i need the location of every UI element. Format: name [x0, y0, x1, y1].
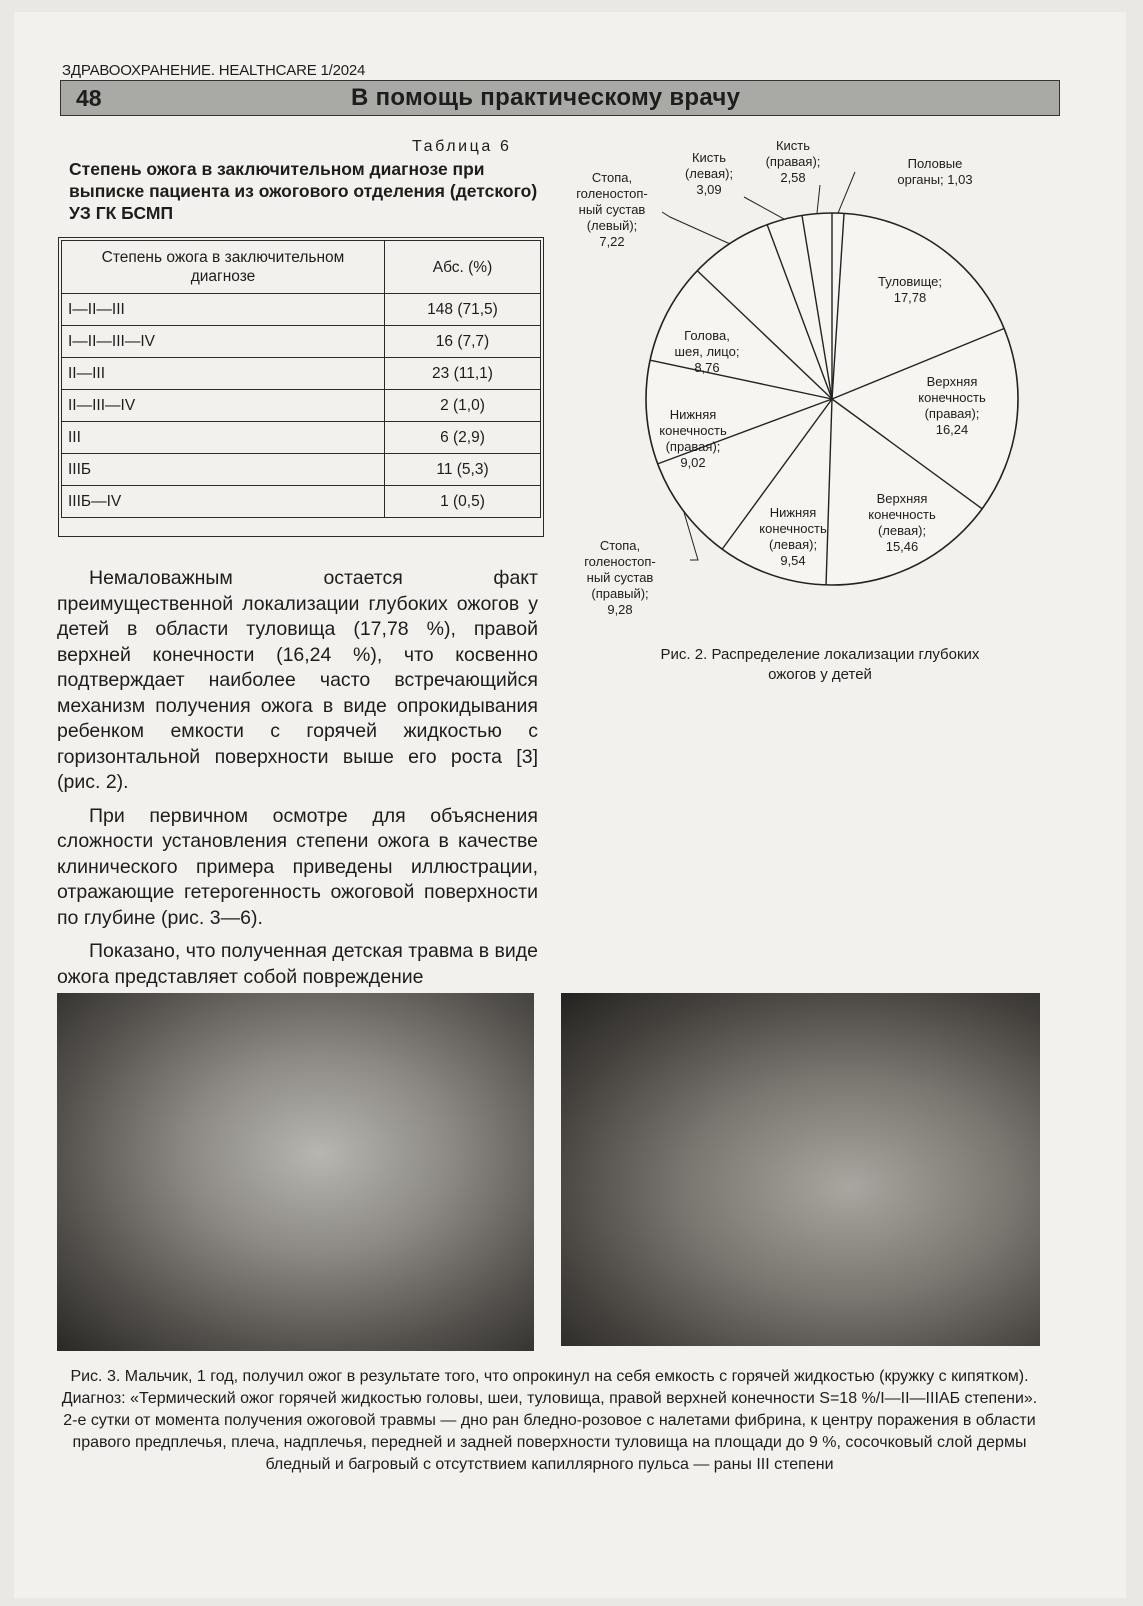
column-header-value: Абс. (%) — [385, 241, 541, 294]
pie-slice-label — [892, 374, 1012, 438]
pie-label-line: (левая); — [768, 537, 818, 552]
value-cell: 16 (7,7) — [385, 326, 541, 358]
degree-cell: I—II—III — [62, 294, 385, 326]
table-row — [62, 390, 541, 422]
pie-label-line: 9,02 — [680, 455, 706, 470]
pie-label-line: (левый); — [586, 218, 638, 233]
table-header-row — [62, 241, 541, 294]
pie-label-line: (правая); — [765, 154, 821, 169]
page-number: 48 — [76, 85, 102, 111]
clinical-photo-right — [561, 993, 1040, 1346]
table-caption: Таблица 6 — [412, 138, 512, 155]
pie-slice-label — [633, 407, 753, 471]
degree-cell: II—III — [62, 358, 385, 390]
pie-label-line: 9,28 — [607, 602, 633, 617]
pie-label-line: Туловище; — [878, 274, 942, 289]
pie-label-line: Верхняя — [926, 374, 978, 389]
pie-label-line: конечность — [868, 507, 936, 522]
column-header-degree: Степень ожога в заключительном диагнозе — [62, 241, 385, 294]
degree-cell: II—III—IV — [62, 390, 385, 422]
pie-label-line: органы; 1,03 — [897, 172, 973, 187]
pie-label-line: 7,22 — [599, 234, 625, 249]
pie-label-line: конечность — [759, 521, 827, 536]
pie-slice-label — [850, 274, 970, 306]
pie-label-line: 8,76 — [694, 360, 720, 375]
pie-label-line: Кисть — [775, 138, 811, 153]
table-row — [62, 358, 541, 390]
pie-slice-label — [875, 156, 995, 188]
pie-label-line: (правый); — [591, 586, 649, 601]
pie-label-line: Нижняя — [669, 407, 717, 422]
pie-label-line: Верхняя — [876, 491, 928, 506]
pie-label-line: конечность — [659, 423, 727, 438]
pie-label-line: (левая); — [877, 523, 927, 538]
pie-label-line: голеностоп- — [584, 554, 656, 569]
table-row — [62, 326, 541, 358]
paragraph: Немаловажным остается факт преимущественной локализации глубоких ожогов у детей в области туловища (17,78 %), правой верхней конечности (16,24 %), что косвенно подтверждает наиболее часто встречающийся механизм получения ожога в виде опрокидывания ребенком емкости с горячей жидкостью с горизонтальной поверхности выше его роста [3] (рис. 2). — [57, 567, 538, 793]
pie-slice-label — [733, 505, 853, 569]
value-cell: 148 (71,5) — [385, 294, 541, 326]
figure-3-caption: Рис. 3. Мальчик, 1 год, получил ожог в результате того, что опрокинул на себя емкость с горячей жидкостью (кружку с кипятком). Диагноз: «Термический ожог горячей жидкостью головы, шеи, туловища, правой верхней конечности S=18 %/I—II—IIIАБ степени». 2-е сутки от момента получения ожоговой травмы — дно ран бледно-розовое с налетами фибрина, к центру поражения в области правого предплечья, плеча, надплечья, передней и задней поверхности туловища на площади до 9 %, сосочковый слой дермы бледный и багровый с отсутствием капиллярного пульса — раны III степени — [61, 1368, 1038, 1473]
pie-label-line: конечность — [918, 390, 986, 405]
paragraph: При первичном осмотре для объяснения сложности установления степени ожога в качестве клинического примера приведены иллюстрации, отражающие гетерогенность ожоговой поверхности по глубине (рис. 3—6). — [57, 804, 538, 929]
pie-leader-line — [817, 185, 820, 214]
pie-label-line: ный сустав — [586, 570, 654, 585]
degree-cell: IIIБ — [62, 454, 385, 486]
pie-label-line: Стопа, — [591, 170, 633, 185]
pie-label-line: Голова, — [684, 328, 730, 343]
header-bar — [60, 80, 1060, 116]
figure-2-caption: Рис. 2. Распределение локализации глубоких ожогов у детей — [660, 646, 980, 683]
degree-table — [61, 240, 541, 518]
pie-label-line: Кисть — [691, 150, 727, 165]
degree-cell: IIIБ—IV — [62, 486, 385, 518]
table-row — [62, 294, 541, 326]
journal-name: ЗДРАВООХРАНЕНИЕ. HEALTHCARE 1/2024 — [62, 62, 366, 79]
value-cell: 1 (0,5) — [385, 486, 541, 518]
value-cell: 6 (2,9) — [385, 422, 541, 454]
pie-label-line: 9,54 — [780, 553, 806, 568]
pie-slice-label — [733, 138, 853, 186]
clinical-photo-left — [57, 993, 534, 1351]
pie-slice-label — [842, 491, 962, 555]
pie-label-line: 2,58 — [780, 170, 806, 185]
value-cell: 2 (1,0) — [385, 390, 541, 422]
pie-label-line: 15,46 — [885, 539, 919, 554]
pie-label-line: ный сустав — [578, 202, 646, 217]
pie-label-line: 3,09 — [696, 182, 722, 197]
section-title: В помощь практическому врачу — [351, 84, 741, 111]
degree-cell: III — [62, 422, 385, 454]
table-row — [62, 486, 541, 518]
pie-label-line: 16,24 — [935, 422, 969, 437]
pie-label-line: Нижняя — [769, 505, 817, 520]
pie-label-line: (левая); — [684, 166, 734, 181]
pie-label-line: Половые — [907, 156, 963, 171]
table-row — [62, 454, 541, 486]
paragraph: Показано, что полученная детская травма в виде ожога представляет собой повреждение — [57, 940, 538, 988]
pie-label-line: (правая); — [665, 439, 721, 454]
pie-label-line: Стопа, — [599, 538, 641, 553]
table-title: Степень ожога в заключительном диагнозе при выписке пациента из ожогового отделения (детского) УЗ ГК БСМП — [69, 159, 538, 223]
pie-leader-line — [662, 212, 730, 244]
pie-label-line: голеностоп- — [576, 186, 648, 201]
value-cell: 23 (11,1) — [385, 358, 541, 390]
pie-slice-label — [647, 328, 767, 376]
pie-label-line: шея, лицо; — [674, 344, 740, 359]
pie-label-line: (правая); — [924, 406, 980, 421]
pie-label-line: 17,78 — [893, 290, 927, 305]
degree-cell: I—II—III—IV — [62, 326, 385, 358]
value-cell: 11 (5,3) — [385, 454, 541, 486]
table-row — [62, 422, 541, 454]
left-column-text — [57, 566, 538, 998]
pie-leader-line — [744, 197, 784, 219]
pie-slice-label — [560, 538, 680, 618]
